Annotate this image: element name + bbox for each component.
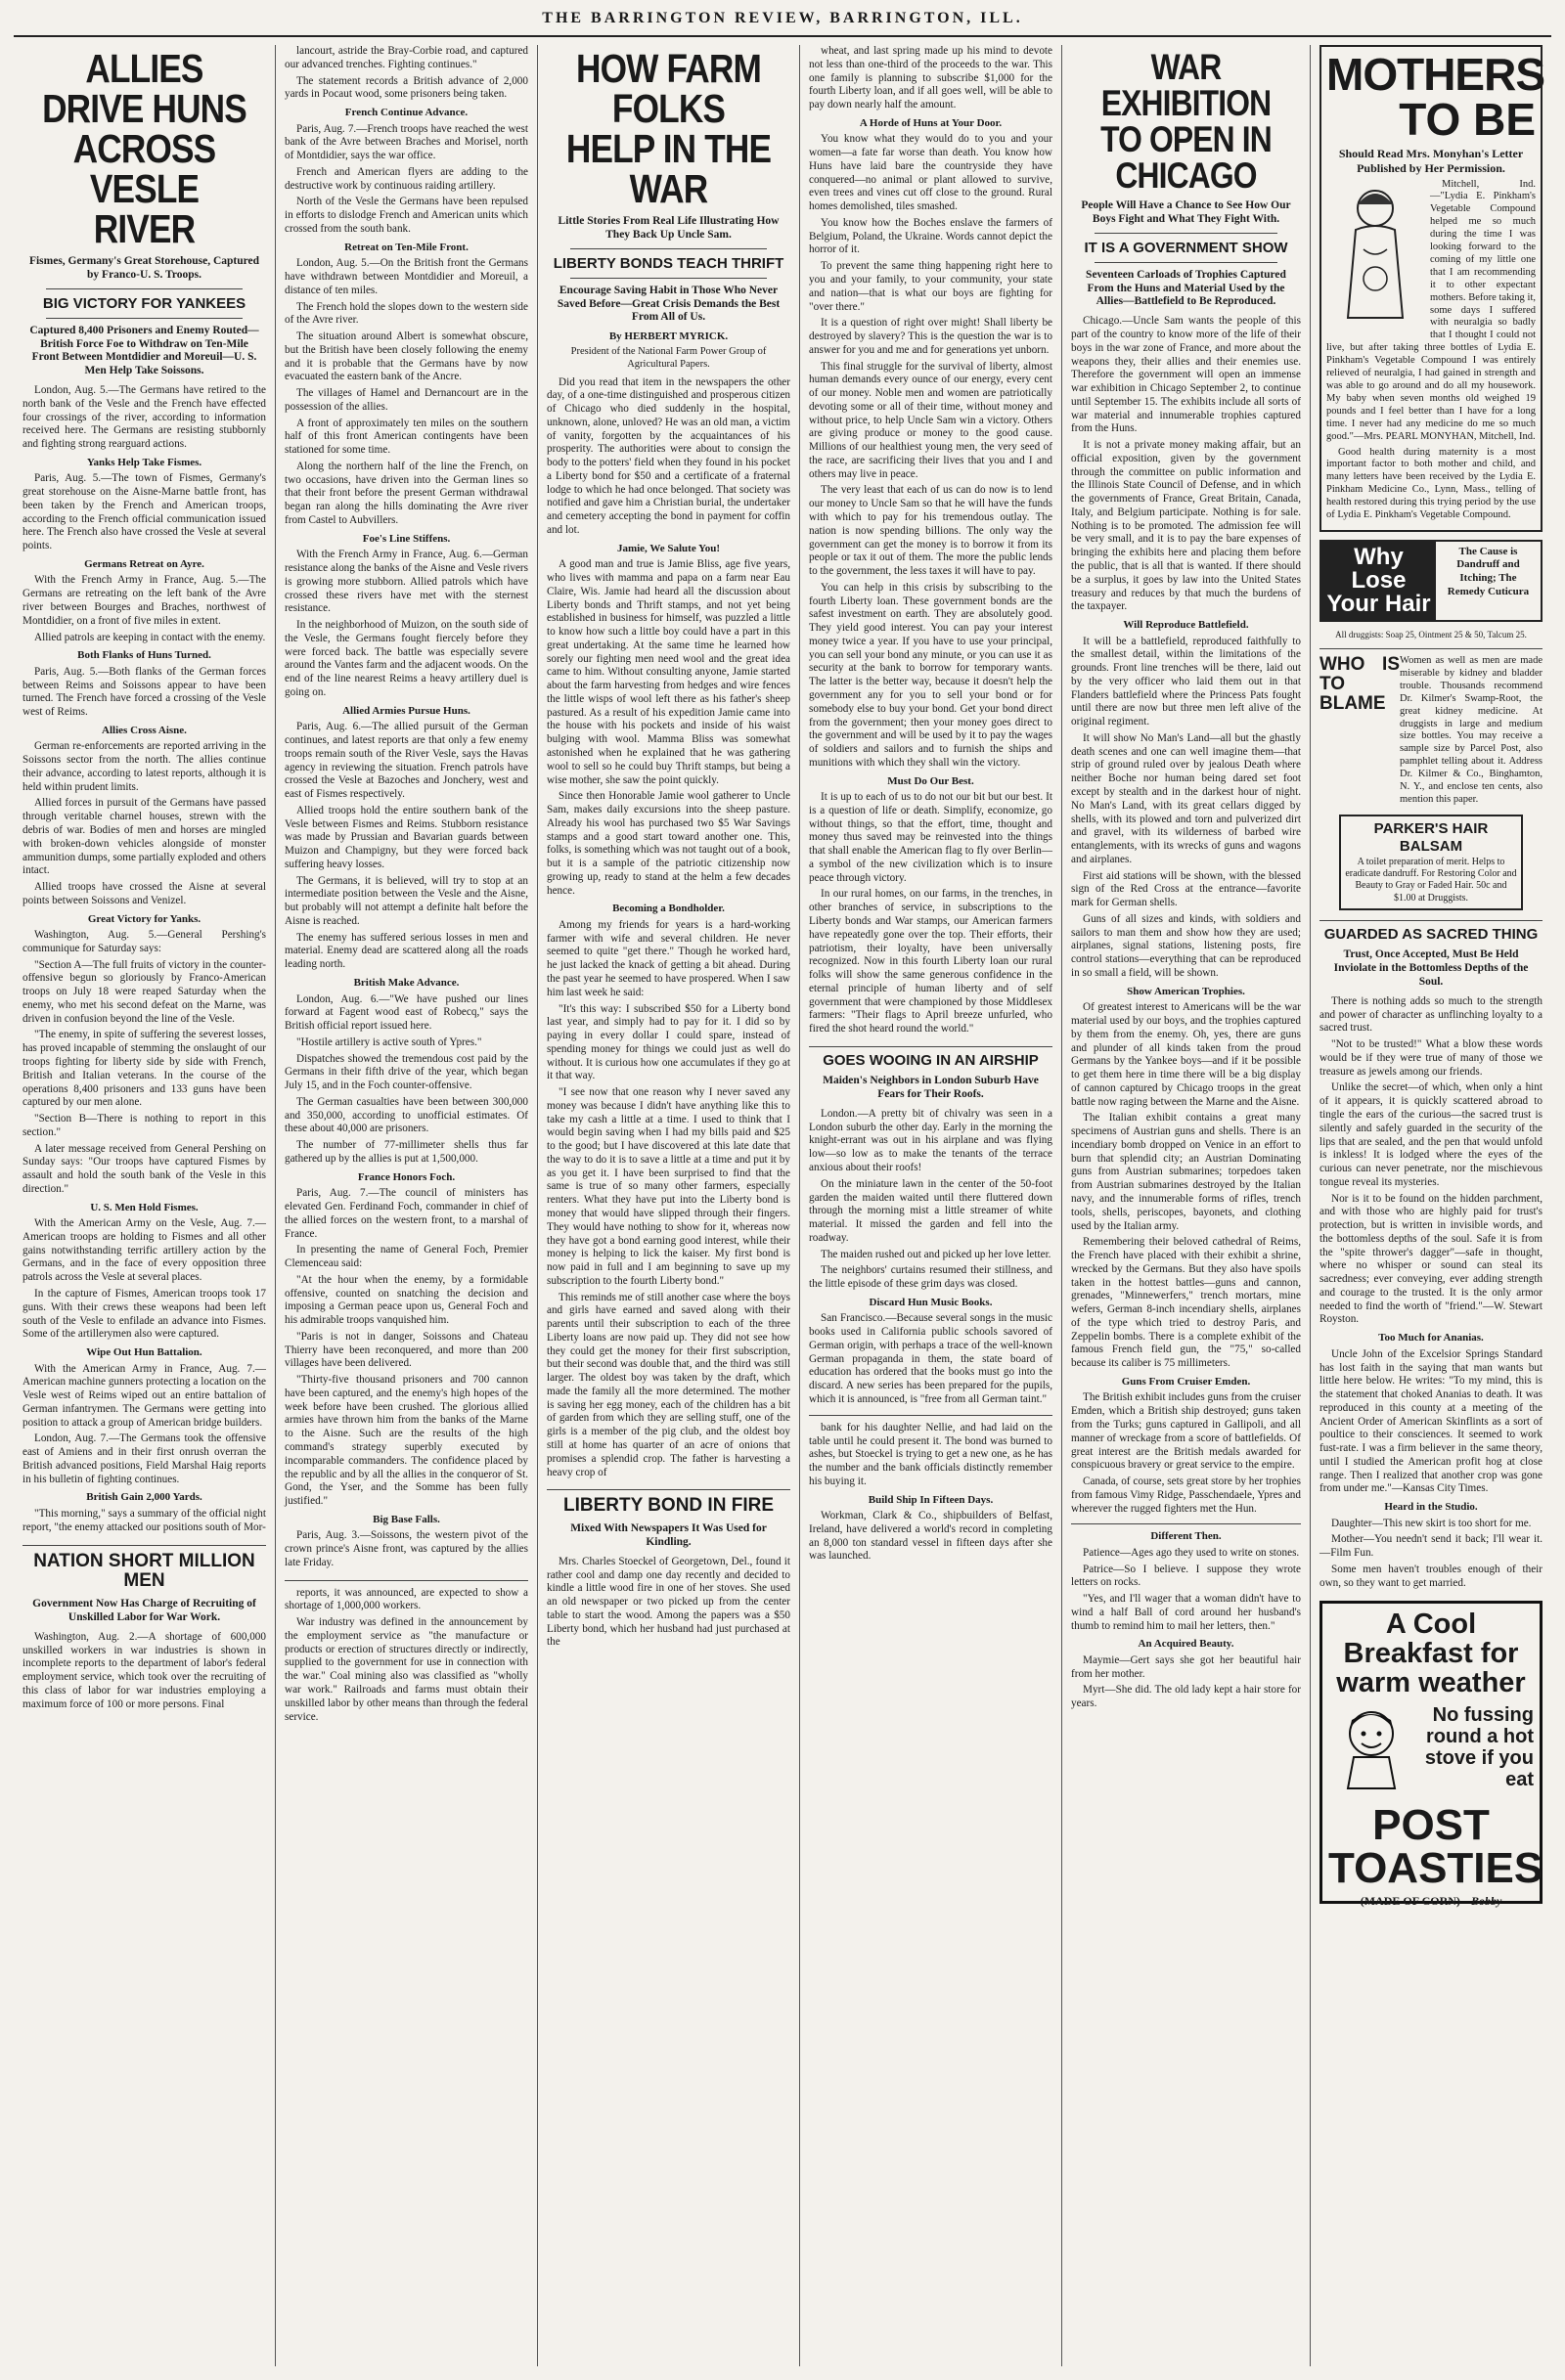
subhead: Both Flanks of Huns Turned.: [77, 649, 211, 662]
paragraph: Paris, Aug. 5.—The town of Fismes, Germany's great storehouse on the Aisne-Marne battle front, has been taken by the French and American troops, according to the French official communication issued here. The French also have crossed the Vesle at several points.: [22, 472, 266, 552]
paragraph: You can help in this crisis by subscribing to the fourth Liberty loan. These government bonds are the safest investment on earth. They are absolutely good. They yield good interest. You can pay your interest money twice a year. If you have to use your principal, you can sell your bond any minute, or you can use it as security at the bank to borrow for temporary wants. The latter is the better way, because it doesn't help the government any for you to sell your bond or for somebody else to buy your bond. Get your bond direct from the government; then your money goes direct to the government and will be used by it to pay the wages of soldiers and sailors and to furnish the ships and munitions with which they shall win the victory.: [809, 581, 1052, 769]
paragraph: It will show No Man's Land—all but the ghastly death scenes and one can well imagine them—that strip of ground ruled over by jealous Death where neither Boche nor human being dared set foot except by stealth and in the darkest hour of night. No Man's Land, with its great cellars digged by shells, with its plowed and torn and pulverized dirt and gravel, with its wilderness of barbed wire entanglements, with its wrecks of guns and wagons and airplanes.: [1071, 731, 1301, 865]
divider: [570, 248, 767, 249]
paragraph: In our rural homes, on our farms, in the trenches, in other branches of service, in subscriptions to the Liberty bonds and War stamps, our American farmers have repeatedly gone over the top. Their efforts, their patriotism, their loyalty, have been universally recognized. Now in this fourth Liberty loan our rural folks will show the same generous confidence in the eternal principle of human liberty and of self government that were championed by those Middlesex farmers: "Their flags to April breeze unfurled, who fired the shot heard round the world.": [809, 888, 1052, 1036]
ad-toasties-brand: POST TOASTIES: [1328, 1800, 1543, 1892]
ad-cuticura-footer: All druggists: Soap 25, Ointment 25 & 50, Talcum 25.: [1335, 629, 1527, 639]
paragraph: Chicago.—Uncle Sam wants the people of this part of the country to know more of the life of their boys in the war zone of France, and more about the weapons they, their allies and their enemies use. Therefore the government will open an immense war exhibition in Chicago September 2, to continue until September 15. The exhibits include all sorts of war material and innumerable trophies captured from the Huns.: [1071, 315, 1301, 435]
paragraph: Paris, Aug. 3.—Soissons, the western pivot of the crown prince's Aisne front, was captured by the allies late Friday.: [285, 1529, 528, 1568]
paragraph: Allied troops have crossed the Aisne at several points between Soissons and Venizel.: [22, 881, 266, 906]
subhead: An Acquired Beauty.: [1138, 1638, 1234, 1651]
paragraph: It will be a battlefield, reproduced faithfully to the smallest detail, within the limitations of the grounds. Front line trenches will be there, laid out by the very officer who laid them out in that Flanders battlefield where the Princess Pats fought until there are now but three men left alive of the original regiment.: [1071, 635, 1301, 728]
paragraph: London, Aug. 6.—"We have pushed our lines forward at Fagent wood east of Robecq," says the British official report issued here.: [285, 992, 528, 1033]
paragraph: London, Aug. 5.—The Germans have retired to the north bank of the Vesle and the French have effected four crossings of the river, according to information received here. The Germans are resisting stubbornly and fighting strong rearguard actions.: [22, 384, 266, 451]
paragraph: French and American flyers are adding to the destructive work by continuous raiding artillery.: [285, 165, 528, 192]
ad-mothers-body: Mitchell, Ind.—"Lydia E. Pinkham's Vegetable Compound helped me so much during the time I was looking forward to the coming of my little one that I am recommending it to other expectant mothers. Before taking it, some days I suffered with neuralgia so badly that I thought I could not live, but after taking three bottles of Lydia E. Pinkham's Vegetable Compound I was entirely relieved of neuralgia, I had gained in strength and was able to go around and do all my housework. My baby when seven months old weighed 19 pounds and I feel better than I have for a long time. I never had any medicine do me so much good."—Mrs. PEARL MONYHAN, Mitchell, Ind.: [1326, 178, 1536, 442]
deck: Maiden's Neighbors in London Suburb Have Fears for Their Roofs.: [823, 1075, 1039, 1101]
paragraph: Since then Honorable Jamie wool gatherer to Uncle Sam, makes daily excursions into the sheep pasture. Already his wool has purchased two $5 War Savings stamps and a good start toward another one. This, folks, is something which was not taught out of a book, but it is a sample of the patriotic citizenship now growing up, ready to stand at the helm a few decades hence.: [547, 790, 790, 897]
paragraph: "Yes, and I'll wager that a woman didn't have to wind a half Ball of cord around her husband's thumb to remind him to mail her letters, then.": [1071, 1593, 1301, 1632]
paragraph: This final struggle for the survival of liberty, almost human demands every ounce of our energy, every cent of our money. Noble men and women are patriotically devoting some or all of their time, without money and without price, to help Uncle Sam win a victory. Others are giving produce or money to the good cause. Millions of our healthiest young men, the very seed of the race, are sacrificing their lives that you and I and others may live in peace.: [809, 360, 1052, 480]
paragraph: War industry was defined in the announcement by the employment service as "the manufacture or products or erection of structures directly or indirectly, supplied to the government for use in connection with the war." Coal mining also was classified as "wholly war work." Railroads and farms must obtain their unskilled labor by other means than through the federal service.: [285, 1616, 528, 1723]
deck: Encourage Saving Habit in Those Who Never Saved Before—Great Crisis Demands the Best From All of Us.: [557, 284, 781, 324]
divider: [809, 1415, 1052, 1416]
paragraph: The villages of Hamel and Dernancourt are in the possession of the allies.: [285, 387, 528, 413]
deck: Government Now Has Charge of Recruiting of Unskilled Labor for War Work.: [32, 1598, 256, 1624]
subhead: Different Then.: [1150, 1530, 1222, 1543]
paragraph: wheat, and last spring made up his mind to devote not less than one-third of the proceeds to the war. This one family is planning to subscribe $1,000 for the fourth Liberty loan, and if all goes well, will be able to pay down nearly half the amount.: [809, 45, 1052, 111]
paragraph: The Germans, it is believed, will try to stop at an intermediate position between the Vesle and the Aisne, but probably will not attempt a definite halt before the Aisne is reached.: [285, 874, 528, 927]
deck-headline: BIG VICTORY FOR YANKEES: [42, 294, 246, 312]
paragraph: "It's this way: I subscribed $50 for a Liberty bond last year, and simply had to pay for it. I did so by paying in every dollar I could spare, instead of spending money for things we could just as well do without. It is curious how one accumulates if they go at it that way.: [547, 1002, 790, 1082]
paragraph: Paris, Aug. 7.—French troops have reached the west bank of the Avre between Braches and Morisel, north of Montdidier, says the war office.: [285, 122, 528, 162]
paragraph: lancourt, astride the Bray-Corbie road, and captured our advanced trenches. Fighting continues.": [285, 45, 528, 70]
paragraph: The number of 77-millimeter shells thus far gathered up by the allies is put at 1,500,000.: [285, 1139, 528, 1165]
ad-post-toasties: [1319, 1601, 1543, 1908]
subhead: Jamie, We Salute You!: [616, 542, 721, 554]
paragraph: reports, it was announced, are expected to show a shortage of 1,000,000 workers.: [285, 1586, 528, 1612]
deck: Little Stories From Real Life Illustrating How They Back Up Uncle Sam.: [558, 215, 780, 241]
subhead: Allies Cross Aisne.: [102, 724, 187, 736]
paragraph: Paris, Aug. 7.—The council of ministers has elevated Gen. Ferdinand Foch, commander in chief of the allied forces on the western front, to a marshal of France.: [285, 1187, 528, 1240]
paragraph: A good man and true is Jamie Bliss, age five years, who lives with mamma and papa on a farm near Eau Claire, Wis. Jamie had heard all the discussion about Liberty bonds and Thrift stamps, and not yet being established in business for himself, was puzzled a little to know how such a little boy could have a part in this great undertaking. At the same time he learned how sorely our fighting men need wool and the great idea came to him. Without consulting anyone, Jamie started about the farm harvesting from hedges and wire fences the little wisps of wool left there as his father's sheep pastured. As a result of his expedition Jamie came into the house with his pockets and inside of his waist bulging with wool. Mamma Bliss was somewhat astonished when he explained that he was gathering wool to sell so he could buy Thrift stamps, but being a wise mother, she saw the point quickly.: [547, 558, 790, 786]
subhead: Guns From Cruiser Emden.: [1121, 1375, 1251, 1388]
masthead: THE BARRINGTON REVIEW, BARRINGTON, ILL.: [14, 10, 1551, 37]
paragraph: Some men haven't troubles enough of their own, so they want to get married.: [1319, 1563, 1543, 1589]
paragraph: Canada, of course, sets great store by her trophies from famous Vimy Ridge, Passchendaele, Ypres and wherever the rugged fighters met the Hun.: [1071, 1476, 1301, 1515]
subhead: Heard in the Studio.: [1384, 1501, 1478, 1514]
paragraph: With the American Army in France, Aug. 7.—American machine gunners protecting a location on the Vesle west of Reims wiped out an entire battalion of German infantrymen. The Germans were getting into position to attack a group of American bridge builders.: [22, 1362, 266, 1429]
deck: People Will Have a Chance to See How Our Boys Fight and What They Fight With.: [1081, 199, 1291, 225]
deck-headline: IT IS A GOVERNMENT SHOW: [1084, 239, 1288, 256]
divider: [1095, 262, 1277, 263]
paragraph: To prevent the same thing happening right here to you and your family, to your community, your state and nation—that is what our boys are fighting for "over there.": [809, 260, 1052, 313]
ad-toasties-note: [1328, 1894, 1534, 1909]
paragraph: With the French Army in France, Aug. 5.—The Germans are retreating on the left bank of the Avre river between Bourges and Braches, northwest of Montdidier, on a front of five miles in extent.: [22, 574, 266, 627]
paragraph: The enemy has suffered serious losses in men and material. Enemy dead are scattered along all the roads leading north.: [285, 931, 528, 971]
column-5: [1062, 45, 1311, 2366]
paragraph: Washington, Aug. 2.—A shortage of 600,000 unskilled workers in war industries is shown in incomplete reports to the department of labor's federal employment service, which took over the recruiting of this class of labor for war industries employing a maximum force of 100 or more persons. Final: [22, 1630, 266, 1710]
paragraph: The very least that each of us can do now is to lend our money to Uncle Sam so that he will have the funds with which to pay for his tremendous outlay. The nation is now spending billions. The only way the government can get the money is to borrow it from its people or tax it out of them. The more the public lends to the government, the less taxes it will have to pay.: [809, 484, 1052, 578]
paragraph: "At the hour when the enemy, by a formidable offensive, counted on snatching the decision and imposing a German peace upon us, General Foch and his admirable troops vanquished him.: [285, 1273, 528, 1327]
ad-swamp-root: [1319, 648, 1543, 807]
subhead: Too Much for Ananias.: [1378, 1332, 1484, 1344]
paragraph: "I see now that one reason why I never saved any money was because I didn't have anything like this to take my cash a little at a time. I used to think that I would begin saving when I had my bills paid and $25 to the good; but I have discovered at this late date that the way to do it is to save a little at a time and put it by as you get it. I have been surprised to find that the same is true of so many other farmers, especially renters. What they have put into the Liberty bond is money that would have slipped through their fingers. They would have nothing to show for it, whereas now they have got a bond earning good interest, while their money is helping to lick the kaiser. My first bond is now paid in full and I am beginning to save up my subscription to the fourth Liberty bond.": [547, 1086, 790, 1287]
subhead: Show American Trophies.: [1127, 985, 1245, 997]
deck: Seventeen Carloads of Trophies Captured From the Huns and Material Used by the Allies—Battlefield to Be Reproduced.: [1086, 268, 1286, 308]
paragraph: bank for his daughter Nellie, and had laid on the table until he could present it. The bond was burned to ashes, but Stoeckel is trying to get a new one, as he has the number and the bank officials distinctly remember his buying it.: [809, 1421, 1052, 1487]
paragraph: Washington, Aug. 5.—General Pershing's communique for Saturday says:: [22, 929, 266, 954]
ad-cuticura: [1319, 540, 1543, 622]
paragraph: Dispatches showed the tremendous cost paid by the Germans in their fifth drive of the year, which began July 15, and in the Foch counter-offensive.: [285, 1052, 528, 1092]
paragraph: There is nothing adds so much to the strength and power of character as unflinching loyalty to a sacred trust.: [1319, 994, 1543, 1035]
paragraph: German re-enforcements are reported arriving in the Soissons sector from the north. The allies continue their advance, according to latest reports, although it is held within prudent limits.: [22, 740, 266, 793]
paragraph: Along the northern half of the line the French, on two occasions, have driven into the German lines so that their front before the present German withdrawal began ran along the hills dominating the Avre river from Castel to Aubvillers.: [285, 460, 528, 526]
paragraph: The British exhibit includes guns from the cruiser Emden, which a British ship destroyed; guns taken from the Turks; guns captured in Gallipoli, and all manner of wreckage from a score of battlefields. Of great interest are the British medals awarded for conspicuous bravery or great service to the empire.: [1071, 1391, 1301, 1472]
paragraph: "Paris is not in danger, Soissons and Chateau Thierry have been reconquered, and more than 200 villages have been delivered.: [285, 1330, 528, 1370]
subhead: Allied Armies Pursue Huns.: [342, 704, 470, 717]
paragraph: Of greatest interest to Americans will be the war material used by our boys, and the trophies captured by them from the enemy. Oh, yes, there are guns and plunder of all kinds taken from the proud Germans by the Yankee boys—and if it be possible to get them here in time there will be a big display of cannon captured by Chicago troops in the great battle now raging between the Marne and the Aisne.: [1071, 1001, 1301, 1108]
deck-headline: LIBERTY BONDS TEACH THRIFT: [553, 254, 784, 272]
subhead: U. S. Men Hold Fismes.: [90, 1201, 199, 1213]
divider: [570, 278, 767, 279]
paragraph: First aid stations will be shown, with the blessed sign of the Red Cross at the entrance—favorite mark for German shells.: [1071, 869, 1301, 909]
paragraph: Unlike the secret—of which, when only a hint of it appears, it is quickly scattered abroad to tingle the ears of the curious—the sacred trust is silently and safely guarded in the security of the lips that are sealed, and the pen that would unfold is inkless! It is lodged where the eyes of the curious can never penetrate, nor the mischievous tongue reveal its mysteries.: [1319, 1081, 1543, 1188]
headline-allies-drive: ALLIES DRIVE HUNS ACROSS VESLE RIVER: [42, 46, 246, 251]
ad-parkers-balsam: [1339, 815, 1523, 910]
column-6: [1311, 45, 1551, 2366]
headline-sacred-thing: GUARDED AS SACRED THING: [1319, 920, 1543, 944]
subhead: A Horde of Huns at Your Door.: [859, 116, 1003, 129]
paragraph: Allied patrols are keeping in contact with the enemy.: [34, 631, 266, 643]
headline-liberty-bond-fire: LIBERTY BOND IN FIRE: [547, 1489, 790, 1517]
paragraph: You know how the Boches enslave the farmers of Belgium, Poland, the Ukraine. Words cannot depict the horror of it.: [809, 216, 1052, 256]
subhead: France Honors Foch.: [357, 1170, 456, 1183]
subhead: Will Reproduce Battlefield.: [1123, 619, 1249, 632]
ad-toasties-tagline: No fussing round a hot stove if you eat: [1424, 1703, 1534, 1790]
subhead: French Continue Advance.: [344, 107, 469, 119]
subhead: Must Do Our Best.: [887, 774, 974, 787]
paragraph: In the neighborhood of Muizon, on the south side of the Vesle, the Germans fought fiercely before they were forced back. The battle was especially severe around the Vantes farm and the adjacent woods. On the end of the line nearest Reims a heavy artillery duel is going on.: [285, 619, 528, 698]
paragraph: Guns of all sizes and kinds, with soldiers and sailors to man them and show how they are used; airplanes, signal stations, listening posts, fire control stations—everything that can be reproduced in so small a field, will be shown.: [1071, 912, 1301, 979]
subhead: Becoming a Bondholder.: [612, 903, 725, 915]
byline: By HERBERT MYRICK.: [608, 331, 729, 343]
paragraph: A later message received from General Pershing on Sunday says: "Our troops have captured Fismes by assault and hold the south bank of the Vesle in this direction.": [22, 1142, 266, 1195]
paragraph: Mother—You needn't send it back; I'll wear it.—Film Fun.: [1319, 1533, 1543, 1560]
paragraph: "Not to be trusted!" What a blow these words would be if they were true of many of those we treasure as jewels among our friends.: [1319, 1038, 1543, 1078]
paragraph: Allied troops hold the entire southern bank of the Vesle between Fismes and Reims. Stubborn resistance was made by Prussian and Bavarian guards between Muizon and Champigny, but they were forced back suffering heavy losses.: [285, 804, 528, 870]
column-4: [800, 45, 1062, 2366]
deck: Fismes, Germany's Great Storehouse, Captured by Franco-U. S. Troops.: [28, 255, 260, 281]
subhead: Foe's Line Stiffens.: [362, 532, 451, 545]
paragraph: In presenting the name of General Foch, Premier Clemenceau said:: [285, 1244, 528, 1270]
paragraph: This reminds me of still another case where the boys and girls have earned and saved along with their parents until their subscription to each of the three Liberty loans are now paid up. They did not see how they could get the money for their first subscription, but their second was double that, and the third was still larger. The oldest boy was taken by the draft, which made the family all the more determined. The mother is saving her egg money, each of the children has a bit of garden from which they are selling stuff, one of the girls is a member of the pig club, and the oldest boy still at home has quarter of an acre of onions that promises a splendid crop. The father is harvesting a heavy crop of: [547, 1291, 790, 1478]
ad-mothers-subtitle: Should Read Mrs. Monyhan's Letter Published by Her Permission.: [1338, 147, 1524, 175]
headline-farm-folks: HOW FARM FOLKS HELP IN THE WAR: [565, 46, 772, 211]
paragraph: Allied forces in pursuit of the Germans have passed through veritable charnel houses, strewn with the debris of war. Bodies of men and horses are mingled with broken-down vehicles alongside of monster ammunition dumps, some partially exploded and others intact.: [22, 797, 266, 877]
ad-swamp-root-title: WHO IS TO BLAME: [1319, 654, 1400, 714]
paragraph: Among my friends for years is a hard-working farmer with wife and several children. He never seemed to quite "get there." Though he worked hard, he just lacked the knack of getting a bit ahead. During the past year he seemed to have prospered. When I saw him last week he said:: [547, 918, 790, 998]
paragraph: With the French Army in France, Aug. 6.—German resistance along the banks of the Aisne and Vesle rivers is growing more stubborn. Allied patrols which have crossed these rivers have met with the sternest resistance.: [285, 549, 528, 615]
subhead: Build Ship In Fifteen Days.: [868, 1493, 994, 1506]
paragraph: The neighbors' curtains resumed their stillness, and the little episode of these grim days was closed.: [809, 1264, 1052, 1291]
ad-toasties-headline: A Cool Breakfast for warm weather: [1336, 1608, 1526, 1699]
paragraph: Mrs. Charles Stoeckel of Georgetown, Del., found it rather cool and damp one day recently and decided to kindle a little wood fire in one of her stoves. She used an old newspaper or two picked up from the center table to start the wood. Among the papers was a $50 Liberty bond, which her husband had just purchased at the: [547, 1555, 790, 1649]
paragraph: The German casualties have been between 300,000 and 350,000, according to unofficial estimates. Of these about 40,000 are prisoners.: [285, 1095, 528, 1135]
paragraph: It is up to each of us to do not our bit but our best. It is a question of life or death. Simplify, economize, go without things, so that the effort, time, thought and money thus saved may be reinvested into the things that shall enable the American flag to fly over Berlin—a symbol of the new civilization which is to insure peace through victory.: [809, 791, 1052, 884]
paragraph: Myrt—She did. The old lady kept a hair store for years.: [1071, 1684, 1301, 1710]
ad-swamp-root-body: Women as well as men are made miserable by kidney and bladder trouble. Thousands recommend Dr. Kilmer's Swamp-Root, the great kidney medicine. At druggists in large and medium size bottles. You may receive a sample size by Parcel Post, also pamphlet telling about it. Address Dr. Kilmer & Co., Binghamton, N. Y., and enclose ten cents, also mention this paper.: [1400, 655, 1543, 805]
paragraph: "Thirty-five thousand prisoners and 700 cannon have been captured, and the enemy's high hopes of the week before have been crushed. The glorious allied armies have thrown him from the banks of the Marne to the Aisne. Such are the results of the high command's strategy superbly executed by incomparable commanders. The confidence placed by the republic and by all the allies in the conqueror of St. Gond, the Yser, and the Somme has been fully justified.": [285, 1374, 528, 1508]
divider: [46, 318, 243, 319]
paragraph: "Hostile artillery is active south of Ypres.": [296, 1036, 482, 1048]
paragraph: The maiden rushed out and picked up her love letter.: [821, 1248, 1051, 1260]
subhead: Great Victory for Yanks.: [87, 912, 201, 925]
subhead: Discard Hun Music Books.: [869, 1296, 993, 1308]
headline-airship: GOES WOOING IN AN AIRSHIP: [809, 1046, 1052, 1070]
ad-toasties-signature: Bobby: [1470, 1893, 1502, 1908]
paragraph: With the American Army on the Vesle, Aug. 7.—American troops are holding to Fismes and all other gains notwithstanding terrific artillery action by the Germans, and in the face of every opposition three patrols across the Vesle at several places.: [22, 1217, 266, 1284]
ad-cuticura-title: Why Lose Your Hair: [1321, 542, 1436, 620]
mother-illustration-icon: [1326, 181, 1424, 328]
paragraph: "This morning," says a summary of the official night report, "the enemy attacked our positions south of Mor-: [22, 1507, 266, 1533]
ad-pinkham: [1319, 45, 1543, 532]
paragraph: Patience—Ages ago they used to write on stones.: [1083, 1546, 1300, 1559]
divider: [1095, 233, 1277, 234]
paragraph: It is not a private money making affair, but an official exposition, given by the government through the committee on public information and the Illinois State Council of Defense, and in which the governments of France, Great Britain, Canada, Italy, and Belgium participate. Nothing is for sale. Nothing is to be promoted. The admission fee will be very small, and it is to pay the bare expenses of bringing the exhibits here and placing them before the public, that is all that is wanted. If there should be a surplus, it goes by law into the United States treasury and reduces by that much the burdens of the taxpayer.: [1071, 439, 1301, 613]
deck: Trust, Once Accepted, Must Be Held Inviolate in the Bottomless Depths of the Soul.: [1333, 948, 1529, 989]
paragraph: London.—A pretty bit of chivalry was seen in a London suburb the other day. Early in the morning the knight-errant was out in his airplane and was flying low—so low as to make the tenants of the terrace anxious about their roofs!: [809, 1107, 1052, 1174]
columns: [14, 45, 1551, 2366]
subhead: British Gain 2,000 Yards.: [86, 1491, 202, 1504]
ad-mothers-title-2: TO BE: [1399, 94, 1536, 145]
paragraph: North of the Vesle the Germans have been repulsed in efforts to dislodge French and American units which crossed from the south bank.: [285, 196, 528, 235]
column-2: [276, 45, 538, 2366]
paragraph: Daughter—This new skirt is too short for me.: [1331, 1517, 1532, 1529]
boy-illustration-icon: [1332, 1702, 1410, 1790]
subhead: Retreat on Ten-Mile Front.: [344, 241, 469, 253]
paragraph: You know what they would do to you and your women—a fate far worse than death. You know how Huns have laid bare the countryside they have conquered—no animal or plant allowed to survive, even trees and vines cut off close to the ground. Rural homes demolished, tiles smashed.: [809, 133, 1052, 213]
headline-nation-short: NATION SHORT MILLION MEN: [22, 1545, 266, 1593]
paragraph: Patrice—So I believe. I suppose they wrote letters on rocks.: [1071, 1563, 1301, 1589]
subhead: Germans Retreat on Ayre.: [84, 557, 204, 570]
paragraph: It is a question of right over might! Shall liberty be destroyed by slavery? This is the question the war is to answer for you and me and for generations yet unborn.: [809, 317, 1052, 356]
divider: [46, 288, 243, 289]
paragraph: The situation around Albert is somewhat obscure, but the British have been closely following the enemy and it is probable that the Germans have by now evacuated the eastern bank of the Ancre.: [285, 331, 528, 383]
paragraph: "Section A—The full fruits of victory in the counter-offensive begun so gloriously by Franco-American troops on July 18 were reaped Saturday when the enemy, who met his second defeat on the Marne, was driven in confusion beyond the line of the Vesle.: [22, 958, 266, 1025]
paragraph: The Italian exhibit contains a great many specimens of Austrian guns and shells. There is an incendiary bomb dropped on Venice in an effort to burn that splendid city; an Austrian Dominating guns from Austrian submarines; torpedoes taken from Austrian submarines destroyed by the Italian navy, and the innumerable forms of rifles, trench tools, shells, periscopes, bayonets, and clothing used by the Italian army.: [1071, 1112, 1301, 1232]
column-1: [14, 45, 276, 2366]
paragraph: A front of approximately ten miles on the southern half of this front American contingents have been stationed for some time.: [285, 417, 528, 457]
ad-mothers-footer: Good health during maternity is a most important factor to both mother and child, and many letters have been received by the Lydia E. Pinkham Medicine Co., Lynn, Mass., telling of health restored during this trying period by the use of Lydia E. Pinkham's Vegetable Compound.: [1326, 446, 1536, 521]
paragraph: Did you read that item in the newspapers the other day, of a one-time distinguished and prosperous citizen of Chicago who died suddenly in the hospital, unknown, alone, unloved? He was an old man, a victim of vanity, forgotten by the acquaintances of his prosperity. The authorities were about to consign the body to the potters' field when they found in his pocket a Liberty bond for $50 and a certificate of a fraternal lodge to which he had once belonged. That society was notified and gave him a Christian burial, the undertaker and cemetery accepting the bond in payment for coffin and lot.: [547, 375, 790, 536]
subhead: British Make Advance.: [353, 977, 460, 989]
ad-parkers-body: A toilet preparation of merit. Helps to eradicate dandruff. For Restoring Color and Beauty to Gray or Faded Hair. 50c and $1.00 at Druggists.: [1345, 856, 1517, 904]
paragraph: "The enemy, in spite of suffering the severest losses, has proved incapable of stemming the onslaught of our troops fighting for liberty side by side with French, British and Italian veterans. In the course of the operations 8,400 prisoners and 133 guns have been captured by our men alone.: [22, 1029, 266, 1109]
paragraph: Maymie—Gert says she got her beautiful hair from her mother.: [1071, 1653, 1301, 1680]
subhead: Yanks Help Take Fismes.: [86, 456, 202, 468]
deck: Mixed With Newspapers It Was Used for Kindling.: [570, 1522, 767, 1548]
byline-title: President of the National Farm Power Group of Agricultural Papers.: [570, 345, 767, 370]
headline-war-exhibition: WAR EXHIBITION TO OPEN IN CHICAGO: [1100, 47, 1272, 196]
paragraph: Paris, Aug. 5.—Both flanks of the German forces between Reims and Soissons appear to have been turned. The French have forced a crossing of the Vesle west of Reims.: [22, 665, 266, 719]
paragraph: Nor is it to be found on the hidden parchment, and with those who are highly paid for trust's protection, but is written in invisible words, and the bottomless depths of the soul. Safe it is from the "spite thrower's dagger"—safe in thought, where no whisper or sound can steal its sacredness; ever conveying, ever adding strength and courage to the trusted. It is the only armor needed to find the worth of "friend."—W. Stewart Royston.: [1319, 1192, 1543, 1326]
paragraph: In the capture of Fismes, American troops took 17 guns. With their crews these weapons had been left south of the Vesle to enfilade an advance into Fismes. Some of the artillerymen also were captured.: [22, 1288, 266, 1341]
ad-parkers-title: PARKER'S HAIR BALSAM: [1373, 819, 1489, 856]
paragraph: The French hold the slopes down to the western side of the Avre river.: [285, 300, 528, 327]
paragraph: "Section B—There is nothing to report in this section.": [22, 1113, 266, 1138]
divider: [285, 1580, 528, 1581]
subhead: Big Base Falls.: [373, 1513, 440, 1525]
paragraph: Uncle John of the Excelsior Springs Standard has lost faith in the saying that man wants but little here below. He writes: "To my mind, this is the statement that choked Ananias to death. It was reproduced in this county at a meeting of the Ancient Order of American Skinflints as a sort of poultice to their consciences. It seemed to work fust-rate. I was a firm believer in the same theory, until I studied the American profit hog at close range. Then I realized that another crop was gone from under me."—Kansas City Times.: [1319, 1347, 1543, 1495]
ad-mothers-title: MOTHERS: [1326, 49, 1544, 100]
divider: [1071, 1523, 1301, 1524]
paragraph: London, Aug. 7.—The Germans took the offensive east of Amiens and in their first onrush overran the British advanced positions, Field Marshal Haig reports in his bulletin of fighting continues.: [22, 1432, 266, 1485]
paragraph: Paris, Aug. 6.—The allied pursuit of the German continues, and latest reports are that only a few enemy troops remain south of the River Vesle, says the Havas agency in reviewing the situation. French patrols have crossed the Vesle at Bazoches and Jonchery, west and east of Fismes respectively.: [285, 721, 528, 801]
paragraph: Remembering their beloved cathedral of Reims, the French have placed with their exhibit a shrine, wrecked by the Germans. But they also have spoils taken in the hottest battles—guns and cannon, grenades, "Minnewerfers," trench mortars, mine wefers, German 8-inch incendiary shells, airplanes of the type which tried to destroy Paris, and Zeppelin bombs. There is a complete exhibit of the famous French field gun, the "75," so-called because its caliber is 75 millimeters.: [1071, 1236, 1301, 1370]
paragraph: London, Aug. 5.—On the British front the Germans have withdrawn between Montdidier and Moreuil, a distance of ten miles.: [285, 257, 528, 296]
ad-toasties-made-of: (MADE OF CORN): [1360, 1893, 1460, 1908]
paragraph: Workman, Clark & Co., shipbuilders of Belfast, Ireland, have delivered a world's record in completing an 8,000 ton standard vessel in fifteen days after she was launched.: [809, 1510, 1052, 1563]
paragraph: On the miniature lawn in the center of the 50-foot garden the maiden waited until there fluttered down through the morning mist a little streamer of white material. It missed the garden and fell into the roadway.: [809, 1177, 1052, 1244]
subhead: Wipe Out Hun Battalion.: [86, 1346, 202, 1359]
column-3: [538, 45, 800, 2366]
deck: Captured 8,400 Prisoners and Enemy Routed—British Force Foe to Withdraw on Ten-Mile Front Between Montdidier and Moreuil—U. S. Men Help Take Soissons.: [29, 324, 259, 377]
paragraph: The statement records a British advance of 2,000 yards in Pocaut wood, some prisoners being taken.: [285, 74, 528, 101]
ad-cuticura-tagline: The Cause is Dandruff and Itching; The Remedy Cuticura: [1447, 545, 1530, 597]
paragraph: San Francisco.—Because several songs in the music books used in California public schools savored of German origin, with perhaps a trace of the well-known German propaganda in them, the state board of education has ordered that the books must go into the discard. A new series has been prepared for the pupils, which it is announced, is "free from all German taint.": [809, 1312, 1052, 1406]
